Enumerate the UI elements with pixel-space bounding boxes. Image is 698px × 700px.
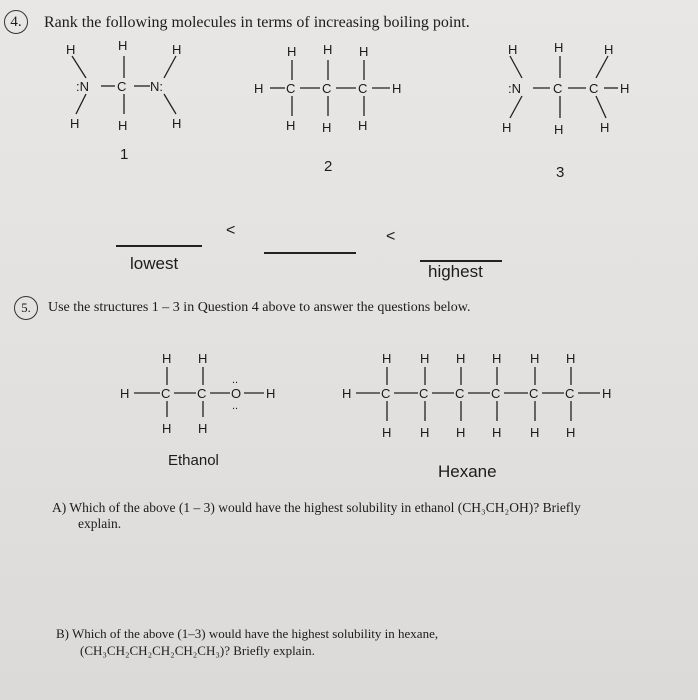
less-than-symbol-2: <: [386, 228, 396, 245]
svg-text:H: H: [530, 425, 540, 440]
svg-text:H: H: [392, 81, 402, 96]
svg-text:H: H: [420, 425, 430, 440]
svg-text:H: H: [323, 42, 333, 57]
svg-text:C: C: [117, 79, 127, 94]
molecule-2-label: 2: [324, 158, 333, 175]
svg-text:H: H: [554, 122, 564, 137]
ethanol-label: Ethanol: [168, 452, 219, 469]
svg-text:C: C: [419, 386, 429, 401]
question-5a-line-1: A) Which of the above (1 – 3) would have the highest solubility in ethanol (CH₃CH₂OH)? Briefly: [52, 500, 581, 515]
q4-structures: [0, 38, 698, 188]
svg-text:H: H: [162, 421, 172, 436]
svg-text:H: H: [382, 425, 392, 440]
atom-h: H: [66, 42, 76, 57]
svg-text:H: H: [456, 351, 466, 366]
svg-text:H: H: [358, 118, 368, 133]
question-4-number: 4.: [4, 10, 28, 34]
svg-text:H: H: [566, 351, 576, 366]
svg-text:C: C: [589, 81, 599, 96]
svg-text:H: H: [172, 116, 182, 131]
svg-text:C: C: [381, 386, 391, 401]
svg-text:H: H: [492, 351, 502, 366]
svg-text:H: H: [420, 351, 430, 366]
svg-text:C: C: [491, 386, 501, 401]
hexane-label: Hexane: [438, 462, 497, 481]
svg-text:C: C: [455, 386, 465, 401]
svg-text:H: H: [322, 120, 332, 135]
svg-text:N:: N:: [150, 79, 163, 94]
svg-text:H: H: [118, 118, 128, 133]
svg-text:H: H: [456, 425, 466, 440]
svg-text:H: H: [120, 386, 130, 401]
svg-text:H: H: [554, 40, 564, 55]
lowest-label: lowest: [130, 254, 179, 273]
svg-text:C: C: [553, 81, 563, 96]
svg-text:C: C: [358, 81, 368, 96]
svg-text:H: H: [604, 42, 614, 57]
svg-text:H: H: [287, 44, 297, 59]
answer-blank-2[interactable]: [264, 252, 356, 254]
highest-label: highest: [428, 262, 483, 281]
question-5-prompt: Use the structures 1 – 3 in Question 4 above to answer the questions below.: [48, 300, 471, 315]
question-5a-line-2: explain.: [78, 516, 122, 531]
question-5b-line-1: B) Which of the above (1–3) would have the highest solubility in hexane,: [56, 626, 439, 641]
question-5-number: 5.: [14, 296, 38, 320]
q5-structures: [0, 345, 698, 455]
svg-text:O: O: [231, 386, 242, 401]
molecule-3-label: 3: [556, 164, 565, 181]
svg-text:H: H: [266, 386, 276, 401]
svg-text:H: H: [342, 386, 352, 401]
svg-text:H: H: [600, 120, 610, 135]
svg-text::N: :N: [76, 79, 89, 94]
svg-text::N: :N: [508, 81, 521, 96]
question-5b-line-2: (CH₃CH₂CH₂CH₂CH₂CH₃)? Briefly explain.: [80, 643, 315, 658]
svg-text:H: H: [198, 421, 208, 436]
svg-text:C: C: [286, 81, 296, 96]
svg-text:H: H: [602, 386, 612, 401]
atom-h: H: [118, 38, 128, 53]
svg-text:H: H: [198, 351, 208, 366]
svg-text:H: H: [492, 425, 502, 440]
svg-text:H: H: [620, 81, 630, 96]
svg-text:H: H: [286, 118, 296, 133]
svg-text:C: C: [197, 386, 207, 401]
svg-text:H: H: [70, 116, 80, 131]
svg-text:H: H: [502, 120, 512, 135]
less-than-symbol-1: <: [226, 222, 236, 239]
atom-h: H: [172, 42, 182, 57]
svg-text:H: H: [566, 425, 576, 440]
svg-text:C: C: [565, 386, 575, 401]
molecule-1-label: 1: [120, 146, 129, 163]
svg-text:H: H: [162, 351, 172, 366]
svg-text:H: H: [359, 44, 369, 59]
svg-text:..: ..: [232, 374, 239, 386]
svg-text:C: C: [161, 386, 171, 401]
svg-text:C: C: [529, 386, 539, 401]
svg-text:H: H: [382, 351, 392, 366]
svg-text:C: C: [322, 81, 332, 96]
question-4-prompt: Rank the following molecules in terms of increasing boiling point.: [44, 14, 470, 31]
svg-text:H: H: [530, 351, 540, 366]
svg-text:H: H: [254, 81, 264, 96]
answer-blank-1[interactable]: [116, 245, 202, 247]
svg-text:..: ..: [232, 400, 239, 412]
svg-text:H: H: [508, 42, 518, 57]
